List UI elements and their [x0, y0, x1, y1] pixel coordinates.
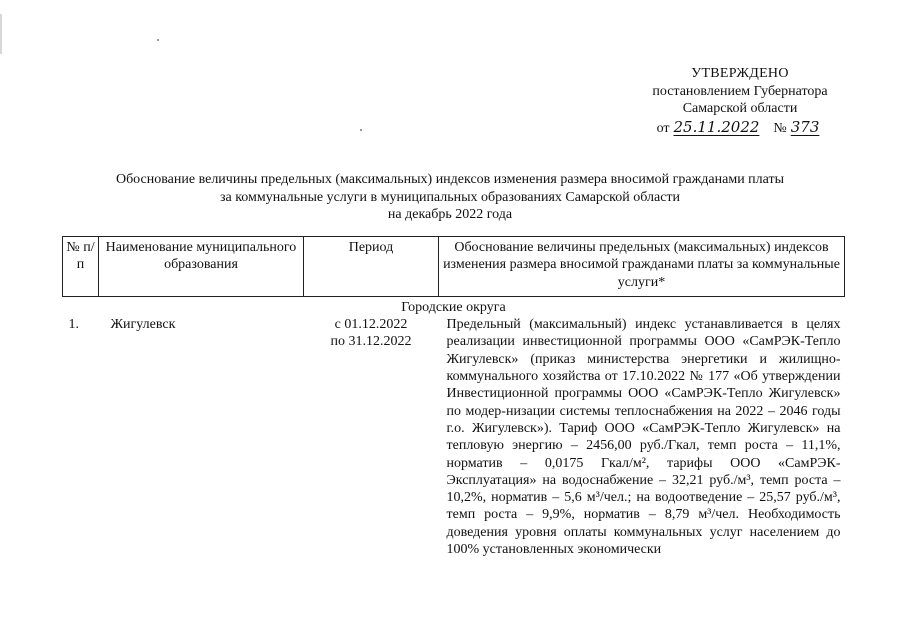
approval-date-row — [620, 119, 860, 138]
scan-speck — [360, 129, 362, 131]
group-label: Городские округа — [401, 299, 506, 315]
scan-speck — [157, 39, 159, 41]
date-prefix: от — [656, 120, 670, 136]
approval-heading: УТВЕРЖДЕНО — [691, 66, 789, 81]
approval-line-2: Самарской области — [682, 101, 798, 116]
period-to: по 31.12.2022 — [330, 334, 412, 350]
scan-edge-mark — [0, 14, 2, 54]
handwritten-number: 373 — [790, 117, 820, 136]
handwritten-date: 25.11.2022 — [673, 117, 760, 136]
document-title — [60, 171, 840, 224]
table-row — [63, 316, 845, 558]
number-prefix: № — [773, 120, 787, 136]
header-period: Период — [304, 237, 439, 297]
row-municipality: Жигулевск — [110, 317, 176, 333]
title-line-3: на декабрь 2022 года — [387, 207, 513, 222]
approval-line-1: постановлением Губернатора — [652, 83, 828, 99]
header-num: № п/п — [63, 237, 99, 297]
title-line-1: Обоснование величины предельных (максимальных) индексов изменения размера вносимой гражданами платы — [115, 172, 785, 187]
header-justification: Обоснование величины предельных (максимальных) индексов изменения размера вносимой гражданами платы за коммунальные услуги* — [439, 237, 845, 297]
row-period — [304, 316, 439, 558]
table-header-row — [63, 237, 845, 297]
group-row — [63, 296, 845, 316]
header-municipality: Наименование муниципального образования — [99, 237, 304, 297]
title-line-2: за коммунальные услуги в муниципальных образованиях Самарской области — [219, 189, 681, 205]
approval-stamp-block — [620, 65, 860, 137]
indices-table — [62, 236, 845, 558]
period-from: с 01.12.2022 — [334, 317, 408, 333]
row-justification: Предельный (максимальный) индекс устанавливается в целях реализации инвестиционной программы ООО «СамРЭК-Тепло Жигулевск» (приказ министерства энергетики и жилищно-коммунального хозяйства от 17.10.2022 № 177 «Об утверждении Инвестиционной программы ООО «СамРЭК-Тепло Жигулевск» по модер-низации системы теплоснабжения на 2022 – 2046 годы г.о. Жигулевск»). Тариф ООО «СамРЭК-Тепло Жигулевск» на тепловую энергию – 2456,00 руб./Гкал, темп роста – 11,1%, норматив – 0,0175 Гкал/м², тарифы ООО «СамРЭК-Эксплуатация» на водоснабжение – 32,21 руб./м³, темп роста – 10,2%, норматив – 5,6 м³/чел.; на водоотведение – 25,57 руб./м³, темп роста – 9,9%, норматив – 8,79 м³/чел. Необходимость доведения уровня оплаты коммунальных услуг населением до 100% установленных экономически — [446, 317, 841, 558]
row-num: 1. — [68, 317, 79, 333]
